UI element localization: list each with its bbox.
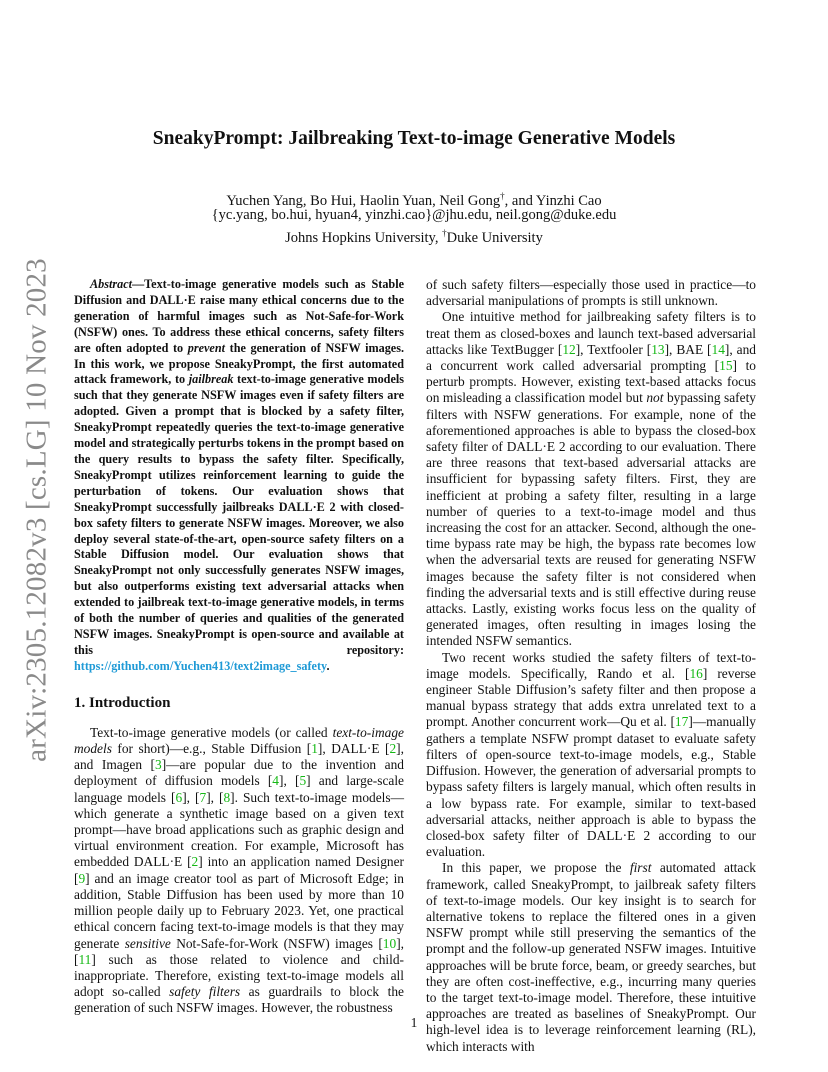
right-column — [426, 277, 756, 1055]
citation-link[interactable]: 12 — [562, 341, 576, 357]
paragraph-text-attacks: One intuitive method for jailbreaking safety filters is to treat them as closed-boxes and launch text-based adversarial attacks like TextBugger [12], Textfooler [13], BAE [14], and a concurrent work called adversarial prompting [15] to perturb prompts. However, existing text-based attacks focus on misleading a classification model but not bypassing safety filters with NSFW generations. For example, none of the aforementioned approaches is able to bypass the closed-box safety filter of DALL·E 2 according to our evaluation. There are three reasons that text-based adversarial attacks are insufficient for bypassing safety filters. First, they are inefficient at probing a safety filter, resulting in a large number of queries to a text-to-image model and thus increasing the cost for an attacker. Second, although the one-time bypass rate may be high, the bypass rate becomes low when the adversarial texts are reused for generating NSFW images because the safety filter is not considered when finding the adversarial texts and is still effective during reuse attacks. Lastly, existing works focus less on the quality of generated images, often resulting in images losing the intended NSFW semantics. — [426, 309, 757, 649]
citation-link[interactable]: 1 — [311, 741, 318, 757]
paragraph-recent-works: Two recent works studied the safety filters of text-to-image models. Specifically, Rando et al. [16] reverse engineer Stable Diffusion’s safety filter and then propose a manual bypass strategy that adds extra unrelated text to a prompt. Another concurrent work—Qu et al. [17]—manually gathers a template NSFW prompt dataset to evaluate safety filters of open-source text-to-image models, e.g., Stable Diffusion. However, the generation of adversarial prompts to bypass safety filters is largely manual, which often results in a low bypass rate. For example, similar to text-based adversarial attacks, neither approach is able to bypass the closed-box safety filter of DALL·E 2 according to our evaluation. — [426, 649, 757, 860]
arxiv-identifier: arXiv:2305.12082v3 [cs.LG] 10 Nov 2023 — [20, 258, 53, 762]
citation-link[interactable]: 3 — [155, 757, 162, 773]
citation-link[interactable]: 14 — [711, 341, 725, 357]
author-names: Yuchen Yang, Bo Hui, Haolin Yuan, Neil Gong†, and Yinzhi Cao — [226, 191, 602, 209]
citation-link[interactable]: 16 — [689, 665, 703, 681]
citation-link[interactable]: 9 — [78, 870, 86, 886]
paper-title: SneakyPrompt: Jailbreaking Text-to-image Generative Models — [152, 128, 676, 149]
arxiv-identifier-sidebar — [20, 258, 53, 762]
citation-link[interactable]: 7 — [199, 789, 207, 805]
paragraph-continuation: of such safety filters—especially those used in practice—to adversarial manipulations of prompts is still unknown. — [426, 277, 756, 309]
paragraph-contribution: In this paper, we propose the first automated attack framework, called SneakyPrompt, to jailbreak safety filters of text-to-image models. Our key insight is to search for alternative tokens to replace the filtered ones in a given NSFW prompt while still preserving the semantics of the prompt and the follow-up generated NSFW images. Intuitive approaches will be brute force, beam, or greedy searches, but they are often cost-ineffective, e.g., incurring many queries to the target text-to-image model. Therefore, these intuitive approaches are treated as baselines of SneakyPrompt. Our high-level idea is to leverage reinforcement learning (RL), which interacts with — [426, 860, 756, 1054]
citation-link[interactable]: 10 — [382, 935, 397, 951]
author-emails: {yc.yang, bo.hui, hyuan4, yinzhi.cao}@jhu.edu, neil.gong@duke.edu — [211, 206, 617, 223]
author-affiliations: Johns Hopkins University, †Duke University — [285, 228, 543, 246]
citation-link[interactable]: 6 — [175, 789, 183, 805]
citation-link[interactable]: 15 — [719, 358, 733, 374]
citation-link[interactable]: 11 — [78, 951, 92, 967]
intro-paragraph-1: Text-to-image generative models (or called text-to-image models for short)—e.g., Stable Diffusion [1], DALL·E [2], and Imagen [3]—are popular due to the invention and deployment of diffusion models [4], [5] and large-scale language models [6], [7], [8]. Such text-to-image models—which generate a synthetic image based on a given text prompt—have broad applications such as graphic design and virtual environment creation. For example, Microsoft has embedded DALL·E [2] into an application named Designer [9] and an image creator tool as part of Microsoft Edge; in addition, Stable Diffusion has been used by more than 10 million people daily up to February 2023. Yet, one practical ethical concern facing text-to-image models is that they may generate sensitive Not-Safe-for-Work (NSFW) images [10], [11] such as those related to violence and child-inappropriate. Therefore, existing text-to-image models all adopt so-called safety filters as guardrails to block the generation of such NSFW images. However, the robustness — [74, 724, 405, 1016]
citation-link[interactable]: 2 — [389, 741, 397, 757]
citation-link[interactable]: 4 — [272, 773, 279, 789]
citation-link[interactable]: 13 — [651, 341, 665, 357]
citation-link[interactable]: 5 — [299, 773, 307, 789]
section-heading-introduction: 1. Introduction — [74, 694, 171, 711]
page-number: 1 — [410, 1015, 418, 1030]
citation-link[interactable]: 17 — [674, 714, 689, 730]
citation-link[interactable]: 2 — [191, 854, 199, 870]
author-block — [0, 187, 828, 246]
left-column — [74, 277, 404, 1017]
repository-link[interactable]: https://github.com/Yuchen413/text2image_safety — [74, 658, 327, 673]
abstract: Abstract—Text-to-image generative models such as Stable Diffusion and DALL·E raise many ethical concerns due to the generation of harmful images such as Not-Safe-for-Work (NSFW) ones. To address these ethical concerns, safety filters are often adopted to prevent the generation of NSFW images. In this work, we propose SneakyPrompt, the first automated attack framework, to jailbreak text-to-image generative models such that they generate NSFW images even if safety filters are adopted. Given a prompt that is blocked by a safety filter, SneakyPrompt repeatedly queries the text-to-image generative model and strategically perturbs tokens in the prompt based on the query results to bypass the safety filter. Specifically, SneakyPrompt utilizes reinforcement learning to guide the perturbation of tokens. Our evaluation shows that SneakyPrompt successfully jailbreaks DALL·E 2 with closed-box safety filters to generate NSFW images. Moreover, we also deploy several state-of-the-art, open-source safety filters on a Stable Diffusion model. Our evaluation shows that SneakyPrompt not only successfully generates NSFW images, but also outperforms existing text adversarial attacks when extended to jailbreak text-to-image generative models, in terms of both the number of queries and qualities of the generated NSFW images. SneakyPrompt is open-source and available at this repository: https://github.com/Yuchen413/text2image_safety. — [74, 277, 405, 673]
citation-link[interactable]: 8 — [223, 789, 231, 805]
